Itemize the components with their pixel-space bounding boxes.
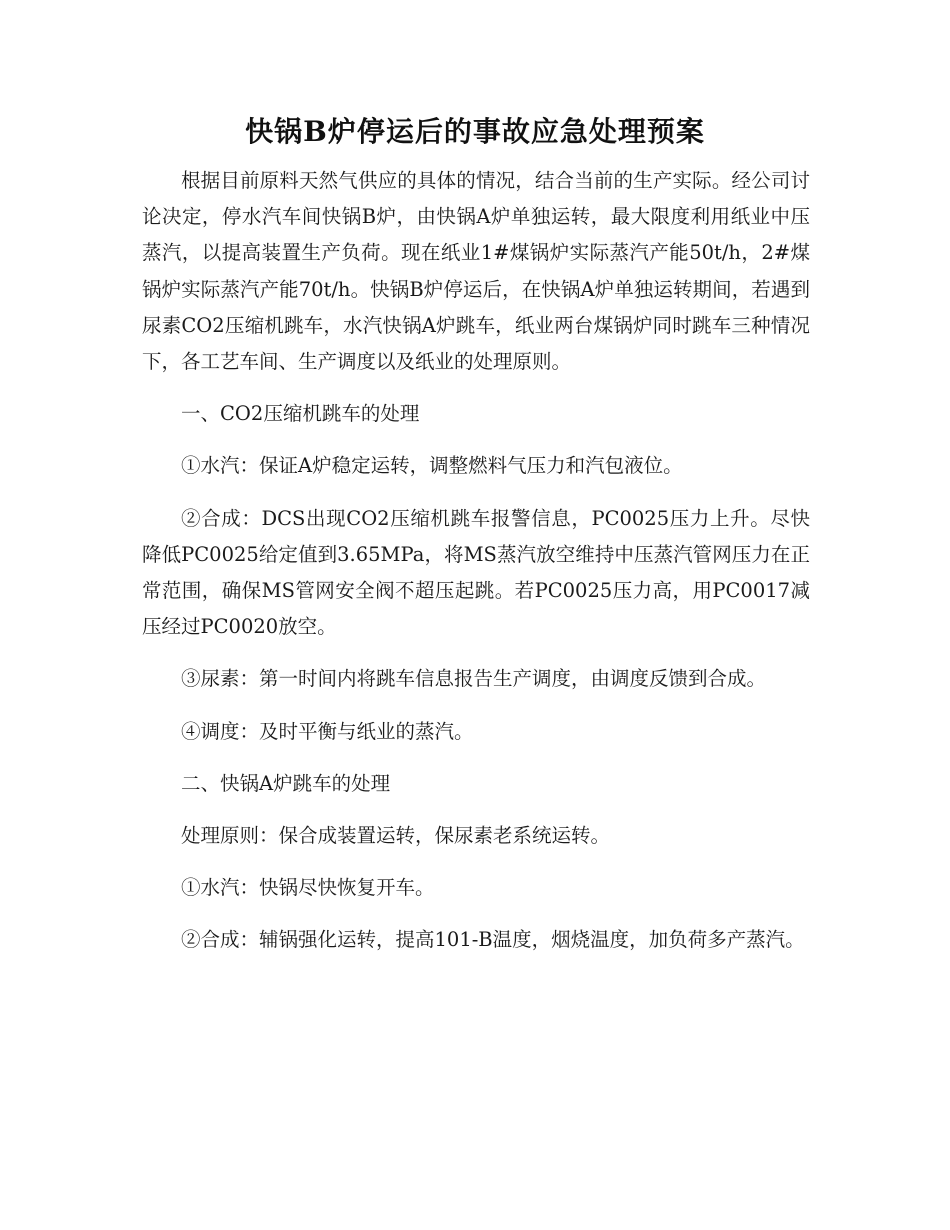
paragraph-urea: ③尿素：第一时间内将跳车信息报告生产调度，由调度反馈到合成。 [181,667,767,691]
section-heading-boiler-a: 二、快锅A炉跳车的处理 [181,771,391,795]
paragraph-principle: 处理原则：保合成装置运转，保尿素老系统运转。 [181,824,611,848]
paragraph-synthesis: ②合成：DCS出现CO2压缩机跳车报警信息，PC0025压力上升。尽快降低PC0025给定值到3.65MPa，将MS蒸汽放空维持中压蒸汽管网压力在正常范围，确保MS管网安全阀不超压起跳。若PC0025压力高，用PC0017减压经过PC0020放空。 [142,506,810,639]
paragraph-water-steam-2: ①水汽：快锅尽快恢复开车。 [181,876,435,900]
document-body [142,163,810,975]
paragraph-synthesis-2: ②合成：辅锅强化运转，提高101-B温度，烟烧温度，加负荷多产蒸汽。 [181,928,805,952]
paragraph-water-steam: ①水汽：保证A炉稳定运转，调整燃料气压力和汽包液位。 [181,454,683,478]
paragraph-dispatch: ④调度：及时平衡与纸业的蒸汽。 [181,719,474,743]
document-title: 快锅B炉停运后的事故应急处理预案 [245,115,705,148]
paragraph-intro: 根据目前原料天然气供应的具体的情况，结合当前的生产实际。经公司讨论决定，停水汽车间快锅B炉，由快锅A炉单独运转，最大限度利用纸业中压蒸汽，以提高装置生产负荷。现在纸业1#煤锅炉实际蒸汽产能50t/h，2#煤锅炉实际蒸汽产能70t/h。快锅B炉停运后，在快锅A炉单独运转期间，若遇到尿素CO2压缩机跳车，水汽快锅A炉跳车，纸业两台煤锅炉同时跳车三种情况下，各工艺车间、生产调度以及纸业的处理原则。 [142,169,810,374]
section-heading-co2: 一、CO2压缩机跳车的处理 [181,402,420,426]
